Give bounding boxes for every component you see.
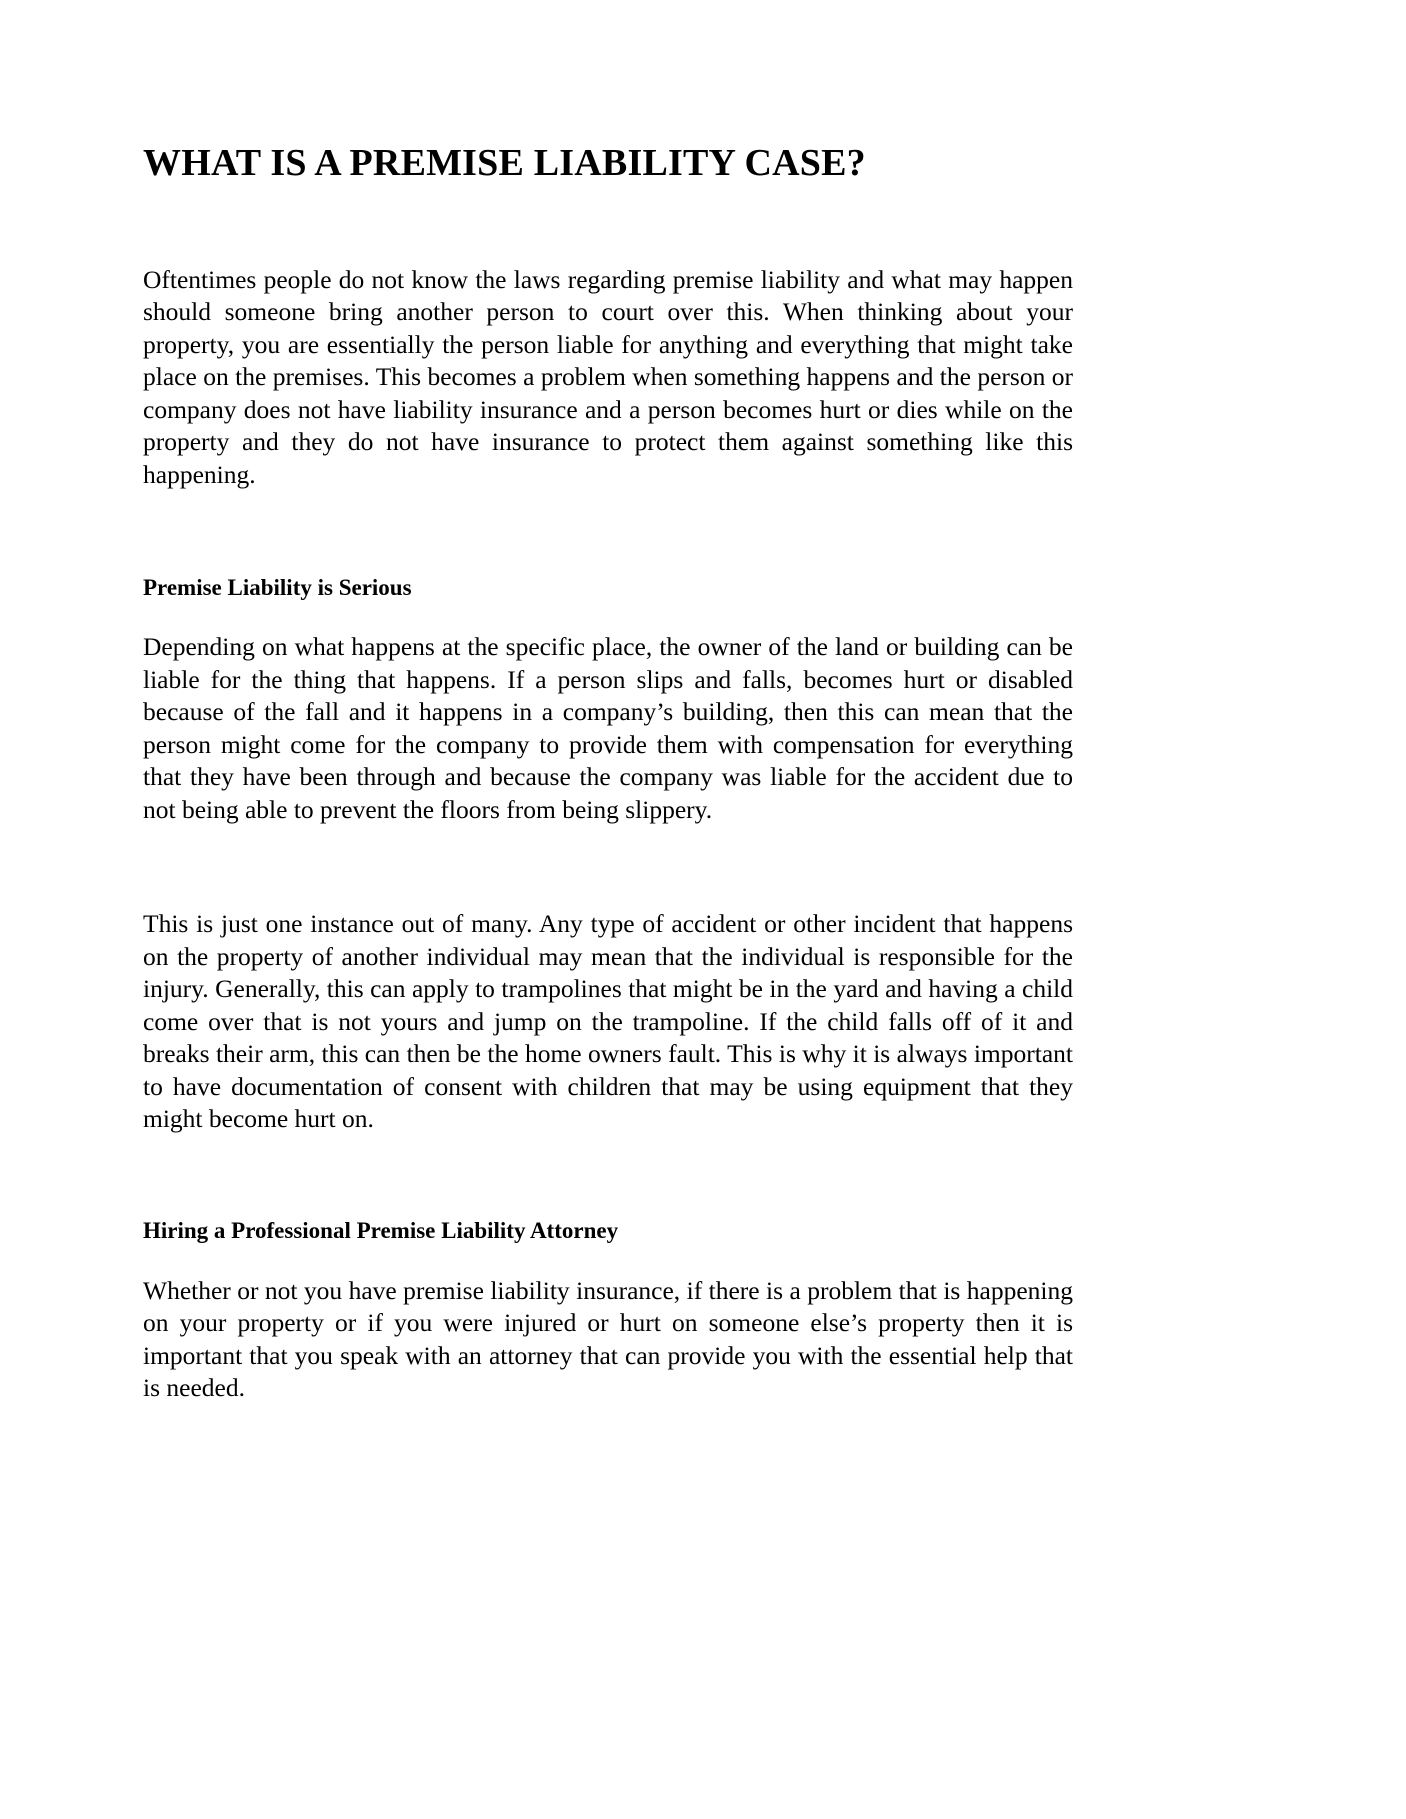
spacer-heading-serious-body	[143, 603, 1073, 631]
paragraph-instance-body: This is just one instance out of many. Any type of accident or other incident that happens on the property of another individual may mean that the individual is responsible for the injury. Generally, this can apply to trampolines that might be in the yard and having a child come over that is not yours and jump on the trampoline. If the child falls off of it and breaks their arm, this can then be the home owners fault. This is why it is always important to have documentation of consent with children that may be using equipment that they might become hurt on.	[143, 909, 1073, 1134]
spacer-title-intro	[143, 186, 1073, 264]
page-title: WHAT IS A PREMISE LIABILITY CASE?	[143, 142, 866, 184]
paragraph-intro: Oftentimes people do not know the laws regarding premise liability and what may happen should someone bring another person to court over this. When thinking about your property, you are essentially the person liable for anything and everything that might take place on the premises. This becomes a problem when something happens and the person or company does not have liability insurance and a person becomes hurt or dies while on the property and they do not have insurance to protect them against something like this happening.	[143, 264, 1073, 489]
spacer-serious-instance	[143, 826, 1073, 908]
section-heading-premise-liability-is-serious: Premise Liability is Serious	[143, 575, 412, 601]
paragraph-attorney-body: Whether or not you have premise liability insurance, if there is a problem that is happening on your property or if you were injured or hurt on someone else’s property then it is important that you speak with an attorney that can provide you with the essential help that is needed.	[143, 1275, 1073, 1403]
paragraph-serious-body: Depending on what happens at the specific place, the owner of the land or building can be liable for the thing that happens. If a person slips and falls, becomes hurt or disabled because of the fall and it happens in a company’s building, then this can mean that the person might come for the company to provide them with compensation for everything that they have been through and because the company was liable for the accident due to not being able to prevent the floors from being slippery.	[143, 632, 1073, 824]
document-body	[143, 0, 1073, 1405]
spacer-instance-heading-attorney	[143, 1136, 1073, 1216]
section-heading-hiring-a-professional-premise-liability-attorney: Hiring a Professional Premise Liability Attorney	[143, 1217, 619, 1243]
spacer-intro-heading-serious	[143, 491, 1073, 573]
spacer-heading-attorney-body	[143, 1246, 1073, 1275]
